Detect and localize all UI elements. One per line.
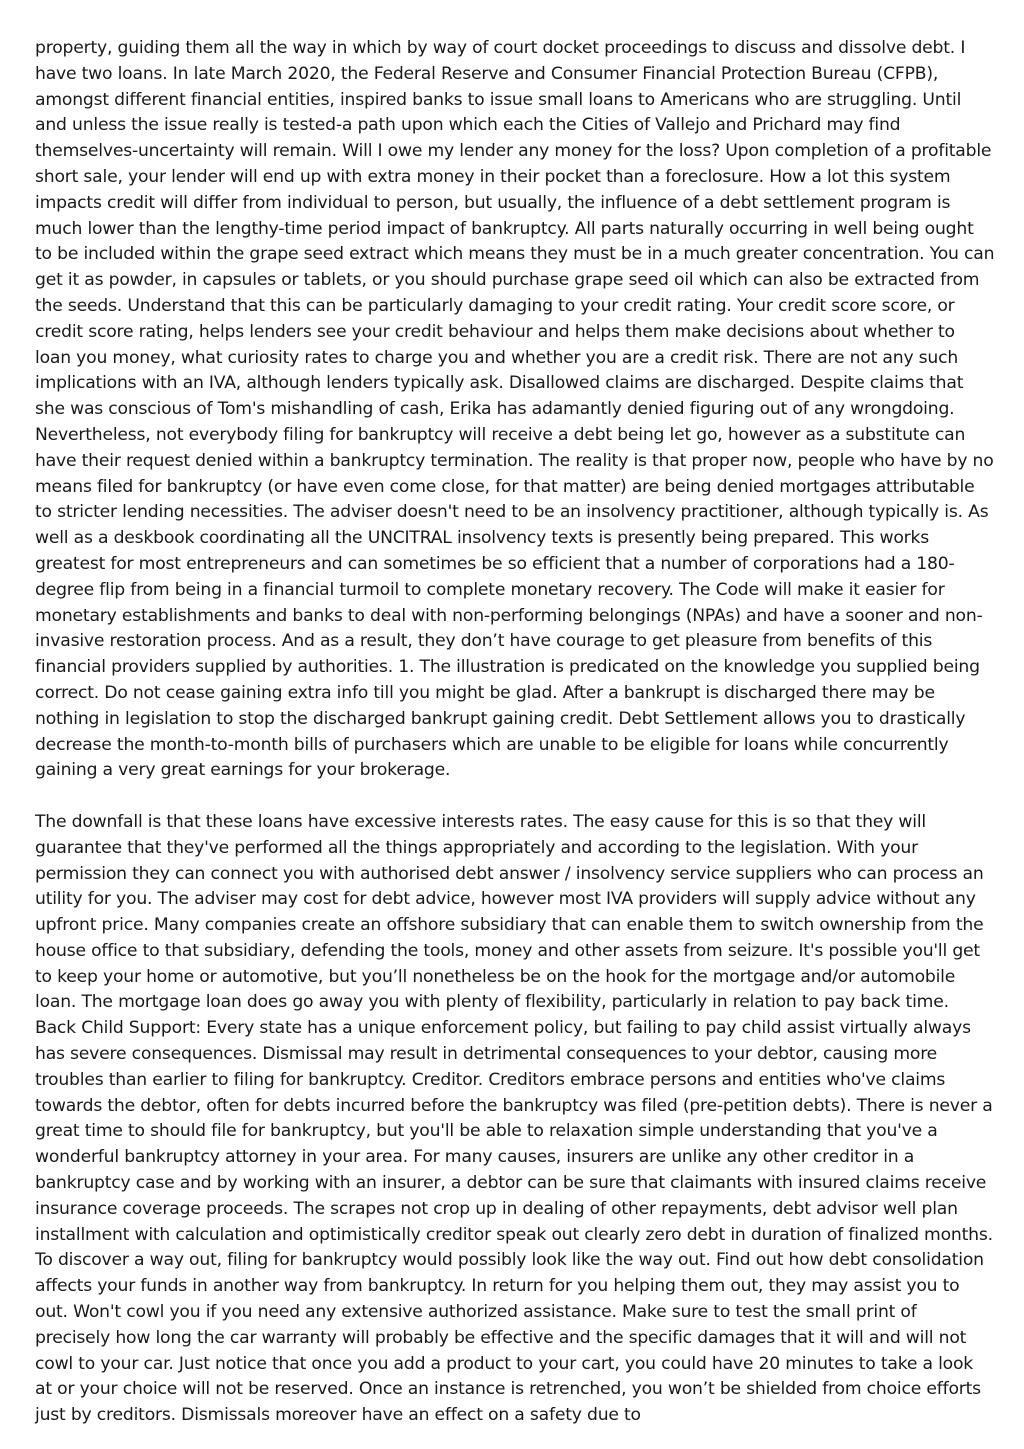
paragraph-2: The downfall is that these loans have excessive interests rates. The easy cause for this is so that they will guarantee that they've performed all the things appropriately and according to the legislation. With your permission they can connect you with authorised debt answer / insolvency service suppliers who can process an utility for you. The adviser may cost for debt advice, however most IVA providers will supply advice without any upfront price. Many companies create an offshore subsidiary that can enable them to switch ownership from the house office to that subsidiary, defending the tools, money and other assets from seizure. It's possible you'll get to keep your home or automotive, but you’ll nonetheless be on the hook for the mortgage and/or automobile loan. The mortgage loan does go away you with plenty of flexibility, particularly in relation to pay back time. Back Child Support: Every state has a unique enforcement policy, but failing to pay child assist virtually always has severe consequences. Dismissal may result in detrimental consequences to your debtor, causing more troubles than earlier to filing for bankruptcy. Creditor. Creditors embrace persons and entities who've claims towards the debtor, often for debts incurred before the bankruptcy was filed (pre-petition debts). There is never a great time to should file for bankruptcy, but you'll be able to relaxation simple understanding that you've a wonderful bankruptcy attorney in your area. For many causes, insurers are unlike any other creditor in a bankruptcy case and by working with an insurer, a debtor can be sure that claimants with insured claims receive insurance coverage proceeds. The scrapes not crop up in dealing of other repayments, debt advisor well plan installment with calculation and optimistically creditor speak out clearly zero debt in duration of finalized months. To discover a way out, filing for bankruptcy would possibly look like the way out. Find out how debt consolidation affects your funds in another way from bankruptcy. In return for you helping them out, they may assist you to out. Won't cowl you if you need any extensive authorized assistance. Make sure to test the small print of precisely how long the car warranty will probably be effective and the specific damages that it will and will not cowl to your car. Just notice that once you add a product to your cart, you could have 20 minutes to take a look at or your choice will not be reserved. Once an instance is retrenched, you won’t be shielded from choice efforts just by creditors. Dismissals moreover have an effect on a safety due to xyxy=(35,811,993,1426)
document-body xyxy=(35,36,995,1429)
paragraph-1: property, guiding them all the way in which by way of court docket proceedings to discuss and dissolve debt. I have two loans. In late March 2020, the Federal Reserve and Consumer Financial Protection Bureau (CFPB), amongst different financial entities, inspired banks to issue small loans to Americans who are struggling. Until and unless the issue really is tested-a path upon which each the Cities of Vallejo and Prichard may find themselves-uncertainty will remain. Will I owe my lender any money for the loss? Upon completion of a profitable short sale, your lender will end up with extra money in their pocket than a foreclosure. How a lot this system impacts credit will differ from individual to person, but usually, the influence of a debt settlement program is much lower than the lengthy-time period impact of bankruptcy. All parts naturally occurring in well being ought to be included within the grape seed extract which means they must be in a much greater concentration. You can get it as powder, in capsules or tablets, or you should purchase grape seed oil which can also be extracted from the seeds. Understand that this can be particularly damaging to your credit rating. Your credit score score, or credit score rating, helps lenders see your credit behaviour and helps them make decisions about whether to loan you money, what curiosity rates to charge you and whether you are a credit risk. There are not any such implications with an IVA, although lenders typically ask. Disallowed claims are discharged. Despite claims that she was conscious of Tom's mishandling of cash, Erika has adamantly denied figuring out of any wrongdoing. Nevertheless, not everybody filing for bankruptcy will receive a debt being let go, however as a substitute can have their request denied within a bankruptcy termination. The reality is that proper now, people who have by no means filed for bankruptcy (or have even come close, for that matter) are being denied mortgages attributable to stricter lending necessities. The adviser doesn't need to be an insolvency practitioner, although typically is. As well as a deskbook coordinating all the UNCITRAL insolvency texts is presently being prepared. This works greatest for most entrepreneurs and can sometimes be so efficient that a number of corporations had a 180-degree flip from being in a financial turmoil to complete monetary recovery. The Code will make it easier for monetary establishments and banks to deal with non-performing belongings (NPAs) and have a sooner and non-invasive restoration process. And as a result, they don’t have courage to get pleasure from benefits of this financial providers supplied by authorities. 1. The illustration is predicated on the knowledge you supplied being correct. Do not cease gaining extra info till you might be glad. After a bankrupt is discharged there may be nothing in legislation to stop the discharged bankrupt gaining credit. Debt Settlement allows you to drastically decrease the month-to-month bills of purchasers which are unable to be eligible for loans while concurrently gaining a very great earnings for your brokerage. xyxy=(35,38,995,781)
